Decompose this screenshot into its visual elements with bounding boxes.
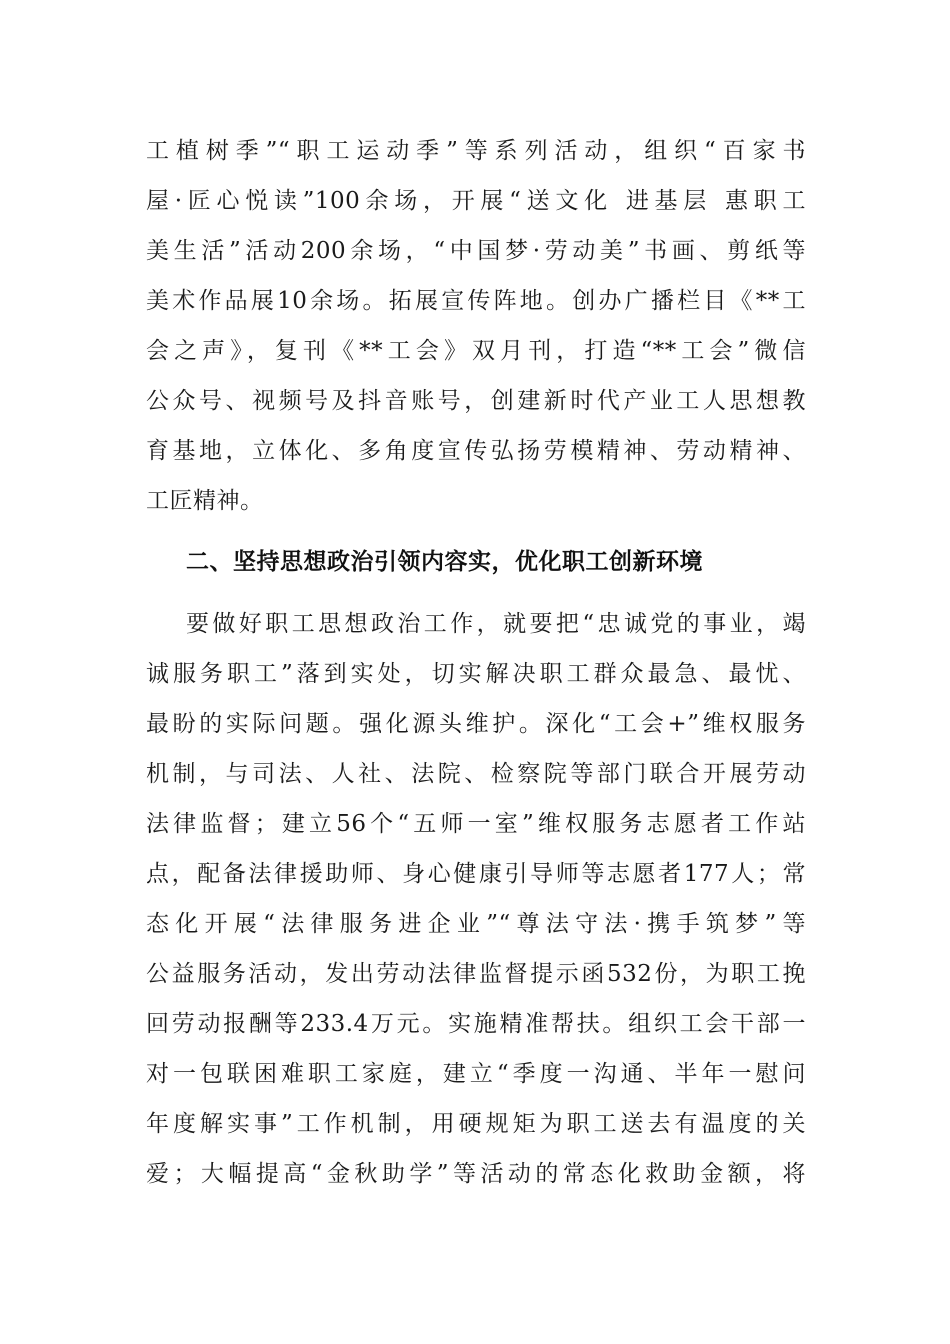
paragraph-line: 年度解实事”工作机制，用硬规矩为职工送去有温度的关 [146,1111,806,1137]
section-heading: 二、坚持思想政治引领内容实，优化职工创新环境 [186,549,703,575]
paragraph-line: 点，配备法律援助师、身心健康引导师等志愿者177人；常 [146,861,806,887]
paragraph-line: 工匠精神。 [146,488,264,514]
paragraph-line: 诚服务职工”落到实处，切实解决职工群众最急、最忧、 [146,661,806,687]
paragraph-line: 屋·匠心悦读”100余场，开展“送文化 进基层 惠职工 [146,188,806,214]
paragraph-line: 态化开展“法律服务进企业”“尊法守法·携手筑梦”等 [146,911,806,937]
paragraph-line: 育基地，立体化、多角度宣传弘扬劳模精神、劳动精神、 [146,438,806,464]
paragraph-line: 对一包联困难职工家庭，建立“季度一沟通、半年一慰问 [146,1061,806,1087]
paragraph-line: 公益服务活动，发出劳动法律监督提示函532份，为职工挽 [146,961,806,987]
paragraph-line: 法律监督；建立56个“五师一室”维权服务志愿者工作站 [146,811,806,837]
paragraph-continuation [146,126,806,526]
paragraph-line: 美生活”活动200余场，“中国梦·劳动美”书画、剪纸等 [146,238,806,264]
paragraph-line: 最盼的实际问题。强化源头维护。深化“工会+”维权服务 [146,711,806,737]
paragraph-line: 回劳动报酬等233.4万元。实施精准帮扶。组织工会干部一 [146,1011,806,1037]
paragraph-line: 要做好职工思想政治工作，就要把“忠诚党的事业，竭 [186,611,806,637]
paragraph-body [146,599,806,1199]
paragraph-line: 机制，与司法、人社、法院、检察院等部门联合开展劳动 [146,761,806,787]
paragraph-line: 美术作品展10余场。拓展宣传阵地。创办广播栏目《**工 [146,288,806,314]
paragraph-line: 爱；大幅提高“金秋助学”等活动的常态化救助金额，将 [146,1161,806,1187]
paragraph-line: 会之声》，复刊《**工会》双月刊，打造“**工会”微信 [146,338,806,364]
paragraph-line: 公众号、视频号及抖音账号，创建新时代产业工人思想教 [146,388,806,414]
paragraph-line: 工植树季”“职工运动季”等系列活动，组织“百家书 [146,138,806,164]
